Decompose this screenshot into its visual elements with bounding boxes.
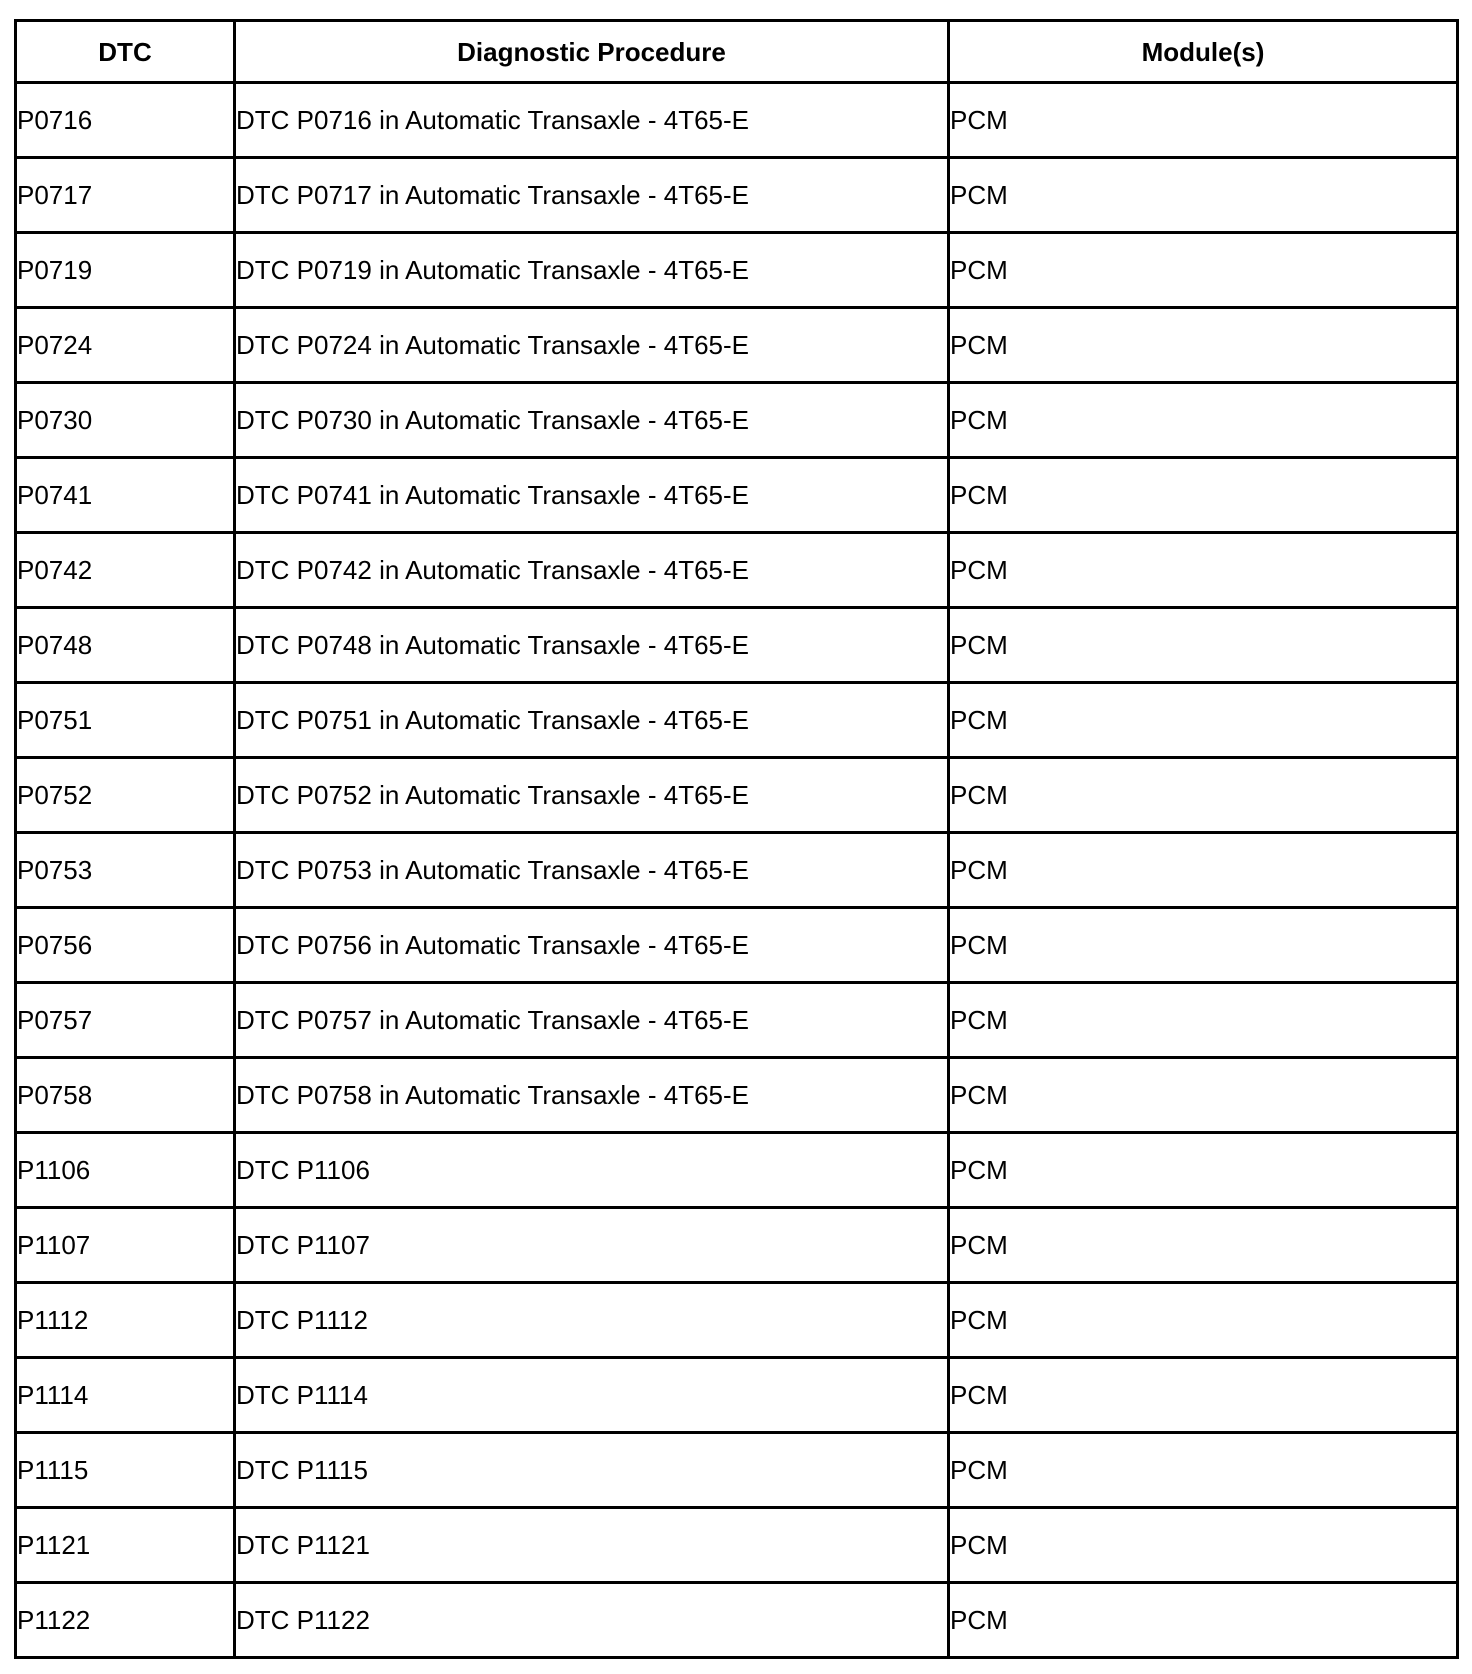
table-row [16, 1283, 1458, 1358]
dtc-cell: P1112 [16, 1283, 235, 1358]
table-row [16, 1058, 1458, 1133]
dtc-cell: P0724 [16, 308, 235, 383]
table-row [16, 533, 1458, 608]
procedure-cell: DTC P0758 in Automatic Transaxle - 4T65-E [235, 1058, 949, 1133]
dtc-cell: P0716 [16, 83, 235, 158]
module-cell: PCM [949, 1208, 1458, 1283]
module-cell: PCM [949, 458, 1458, 533]
dtc-cell: P0742 [16, 533, 235, 608]
header-diagnostic-procedure: Diagnostic Procedure [235, 21, 949, 83]
table-row [16, 1508, 1458, 1583]
module-cell: PCM [949, 158, 1458, 233]
procedure-cell: DTC P1107 [235, 1208, 949, 1283]
table-row [16, 683, 1458, 758]
dtc-cell: P1106 [16, 1133, 235, 1208]
table-header [16, 21, 1458, 83]
module-cell: PCM [949, 1508, 1458, 1583]
procedure-cell: DTC P0756 in Automatic Transaxle - 4T65-E [235, 908, 949, 983]
dtc-cell: P0758 [16, 1058, 235, 1133]
module-cell: PCM [949, 908, 1458, 983]
table-row [16, 233, 1458, 308]
module-cell: PCM [949, 1358, 1458, 1433]
procedure-cell: DTC P1115 [235, 1433, 949, 1508]
table-row [16, 458, 1458, 533]
dtc-cell: P1114 [16, 1358, 235, 1433]
dtc-cell: P0730 [16, 383, 235, 458]
procedure-cell: DTC P1112 [235, 1283, 949, 1358]
module-cell: PCM [949, 833, 1458, 908]
header-row [16, 21, 1458, 83]
dtc-cell: P0717 [16, 158, 235, 233]
module-cell: PCM [949, 83, 1458, 158]
table-row [16, 1433, 1458, 1508]
table-row [16, 83, 1458, 158]
procedure-cell: DTC P1122 [235, 1583, 949, 1658]
table-row [16, 608, 1458, 683]
module-cell: PCM [949, 1583, 1458, 1658]
header-dtc: DTC [16, 21, 235, 83]
module-cell: PCM [949, 983, 1458, 1058]
dtc-cell: P0751 [16, 683, 235, 758]
dtc-cell: P1122 [16, 1583, 235, 1658]
module-cell: PCM [949, 383, 1458, 458]
module-cell: PCM [949, 1433, 1458, 1508]
procedure-cell: DTC P0724 in Automatic Transaxle - 4T65-E [235, 308, 949, 383]
dtc-cell: P0748 [16, 608, 235, 683]
procedure-cell: DTC P0757 in Automatic Transaxle - 4T65-E [235, 983, 949, 1058]
table-row [16, 383, 1458, 458]
module-cell: PCM [949, 233, 1458, 308]
module-cell: PCM [949, 533, 1458, 608]
table-row [16, 758, 1458, 833]
procedure-cell: DTC P0717 in Automatic Transaxle - 4T65-E [235, 158, 949, 233]
dtc-cell: P0756 [16, 908, 235, 983]
module-cell: PCM [949, 1283, 1458, 1358]
procedure-cell: DTC P1106 [235, 1133, 949, 1208]
dtc-cell: P1121 [16, 1508, 235, 1583]
table-row [16, 833, 1458, 908]
procedure-cell: DTC P0752 in Automatic Transaxle - 4T65-E [235, 758, 949, 833]
dtc-cell: P0757 [16, 983, 235, 1058]
table-row [16, 1358, 1458, 1433]
table-body [16, 83, 1458, 1658]
table-row [16, 1133, 1458, 1208]
table-row [16, 983, 1458, 1058]
dtc-cell: P1115 [16, 1433, 235, 1508]
procedure-cell: DTC P0753 in Automatic Transaxle - 4T65-E [235, 833, 949, 908]
header-modules: Module(s) [949, 21, 1458, 83]
module-cell: PCM [949, 758, 1458, 833]
table-row [16, 908, 1458, 983]
module-cell: PCM [949, 608, 1458, 683]
procedure-cell: DTC P0741 in Automatic Transaxle - 4T65-E [235, 458, 949, 533]
table-row [16, 158, 1458, 233]
procedure-cell: DTC P0742 in Automatic Transaxle - 4T65-E [235, 533, 949, 608]
procedure-cell: DTC P1114 [235, 1358, 949, 1433]
dtc-cell: P0741 [16, 458, 235, 533]
procedure-cell: DTC P0751 in Automatic Transaxle - 4T65-E [235, 683, 949, 758]
module-cell: PCM [949, 1058, 1458, 1133]
dtc-table [14, 19, 1459, 1659]
dtc-cell: P0719 [16, 233, 235, 308]
dtc-cell: P0752 [16, 758, 235, 833]
module-cell: PCM [949, 683, 1458, 758]
table-row [16, 308, 1458, 383]
procedure-cell: DTC P0716 in Automatic Transaxle - 4T65-E [235, 83, 949, 158]
table-row [16, 1208, 1458, 1283]
procedure-cell: DTC P0748 in Automatic Transaxle - 4T65-E [235, 608, 949, 683]
procedure-cell: DTC P0730 in Automatic Transaxle - 4T65-E [235, 383, 949, 458]
dtc-cell: P1107 [16, 1208, 235, 1283]
dtc-cell: P0753 [16, 833, 235, 908]
module-cell: PCM [949, 308, 1458, 383]
table-row [16, 1583, 1458, 1658]
procedure-cell: DTC P1121 [235, 1508, 949, 1583]
procedure-cell: DTC P0719 in Automatic Transaxle - 4T65-E [235, 233, 949, 308]
module-cell: PCM [949, 1133, 1458, 1208]
